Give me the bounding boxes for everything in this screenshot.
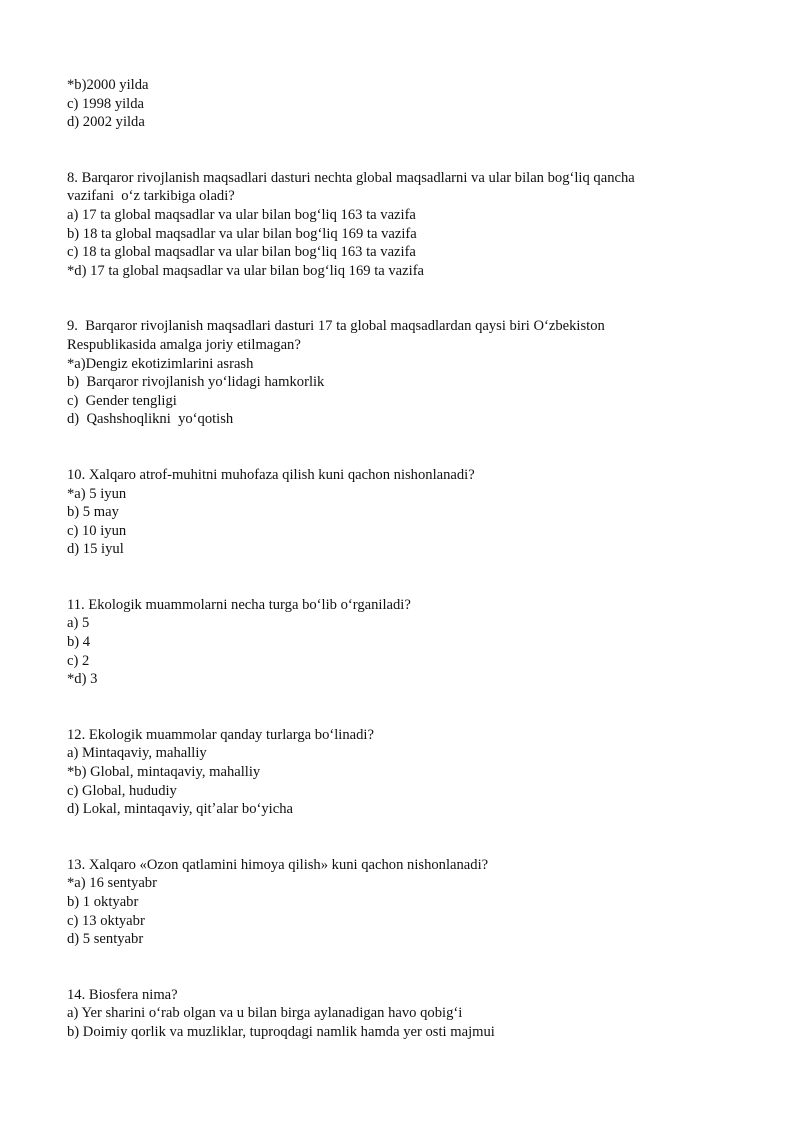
question-text: 13. Xalqaro «Ozon qatlamini himoya qilish» kuni qachon nishonlanadi? <box>67 856 489 873</box>
answer-option: a) Yer sharini oʻrab olgan va u bilan birga aylanadigan havo qobigʻi <box>67 1005 463 1022</box>
answer-option: d) Qashshoqlikni yoʻqotish <box>67 411 234 428</box>
answer-option: c) Global, hududiy <box>67 782 177 799</box>
question-block-8 <box>67 169 737 281</box>
question-block-10 <box>67 466 737 559</box>
question-text: Respublikasida amalga joriy etilmagan? <box>67 336 301 353</box>
answer-option: c) Gender tengligi <box>67 392 177 409</box>
answer-option: c) 13 oktyabr <box>67 912 145 929</box>
answer-option: d) 15 iyul <box>67 541 124 558</box>
question-block-11 <box>67 596 737 689</box>
answer-option: b) 18 ta global maqsadlar va ular bilan bogʻliq 169 ta vazifa <box>67 225 417 242</box>
answer-option: a) Mintaqaviy, mahalliy <box>67 745 207 762</box>
answer-option: c) 18 ta global maqsadlar va ular bilan bogʻliq 163 ta vazifa <box>67 244 416 261</box>
intro-options-block <box>67 76 737 132</box>
question-text: 9. Barqaror rivojlanish maqsadlari dasturi 17 ta global maqsadlardan qaysi biri Oʻzbekiston <box>67 318 605 335</box>
answer-option: *a) 5 iyun <box>67 485 127 502</box>
answer-option: *b) Global, mintaqaviy, mahalliy <box>67 764 261 781</box>
question-block-9 <box>67 317 737 429</box>
answer-option: b) 4 <box>67 634 91 651</box>
question-block-14 <box>67 986 737 1042</box>
answer-option: c) 1998 yilda <box>67 95 145 112</box>
answer-option: *a)Dengiz ekotizimlarini asrash <box>67 355 254 372</box>
answer-option: a) 5 <box>67 615 90 632</box>
answer-option: *d) 3 <box>67 671 98 688</box>
question-block-12 <box>67 726 737 819</box>
answer-option: b) 1 oktyabr <box>67 894 139 910</box>
answer-option: a) 17 ta global maqsadlar va ular bilan bogʻliq 163 ta vazifa <box>67 206 416 223</box>
answer-option: *d) 17 ta global maqsadlar va ular bilan bogʻliq 169 ta vazifa <box>67 262 425 279</box>
answer-option: d) Lokal, mintaqaviy, qitʼalar boʻyicha <box>67 801 293 818</box>
question-text: vazifani oʻz tarkibiga oladi? <box>67 188 235 205</box>
question-text: 14. Biosfera nima? <box>67 986 178 1003</box>
answer-option: d) 2002 yilda <box>67 114 145 131</box>
question-block-13 <box>67 856 737 949</box>
answer-option: b) Doimiy qorlik va muzliklar, tuproqdagi namlik hamda yer osti majmui <box>67 1023 495 1040</box>
question-text: 10. Xalqaro atrof-muhitni muhofaza qilish kuni qachon nishonlanadi? <box>67 466 475 483</box>
answer-option: d) 5 sentyabr <box>67 931 144 948</box>
question-text: 11. Ekologik muammolarni necha turga boʻlib oʻrganiladi? <box>67 596 411 613</box>
answer-option: c) 2 <box>67 652 90 669</box>
document-content <box>67 76 737 1079</box>
question-text: 8. Barqaror rivojlanish maqsadlari dasturi nechta global maqsadlarni va ular bilan bogʻliq qancha <box>67 169 635 186</box>
answer-option: b) Barqaror rivojlanish yoʻlidagi hamkorlik <box>67 374 325 391</box>
answer-option: *b)2000 yilda <box>67 77 149 93</box>
question-text: 12. Ekologik muammolar qanday turlarga boʻlinadi? <box>67 726 374 743</box>
answer-option: *a) 16 sentyabr <box>67 875 157 892</box>
answer-option: b) 5 may <box>67 504 119 521</box>
answer-option: c) 10 iyun <box>67 522 127 539</box>
